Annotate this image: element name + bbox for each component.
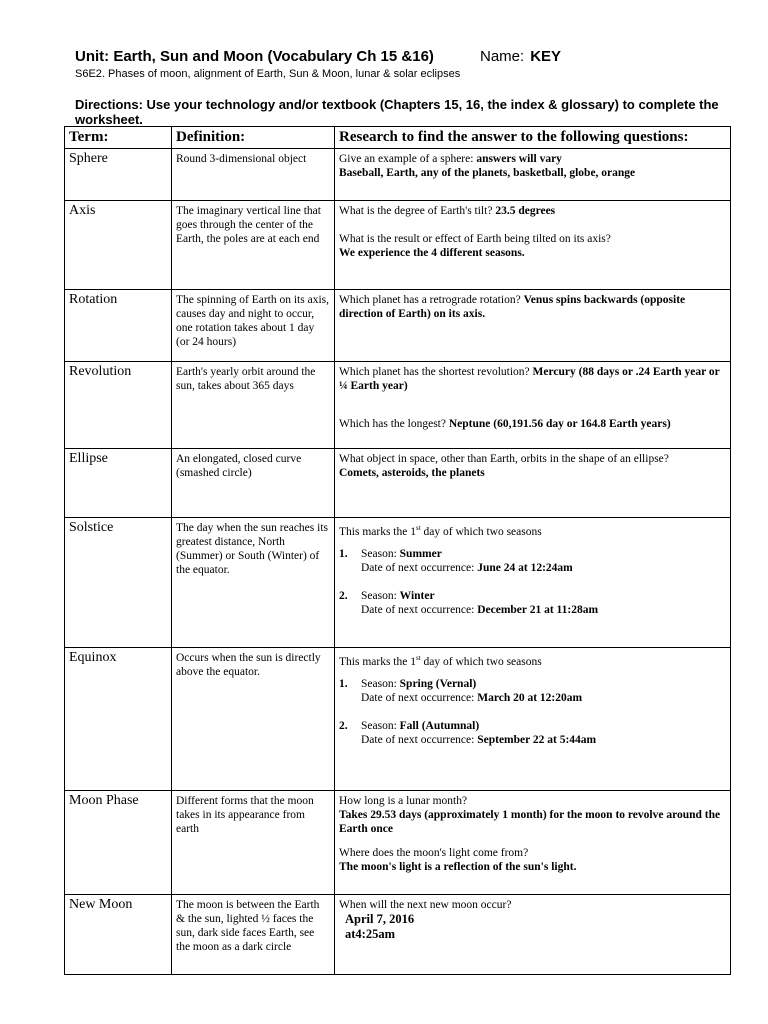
question-text: What is the degree of Earth's tilt?: [339, 205, 496, 217]
question-text: How long is a lunar month?: [339, 795, 468, 807]
header-term: Term:: [65, 127, 172, 149]
term-cell: Revolution: [65, 362, 172, 449]
table-row: [65, 201, 731, 290]
term-cell: Axis: [65, 201, 172, 290]
term-cell: Solstice: [65, 518, 172, 648]
table-row: [65, 149, 731, 201]
definition-cell: The spinning of Earth on its axis, causes day and night to occur, one rotation takes about 1 day (or 24 hours): [172, 290, 335, 362]
answer-cell: [335, 518, 731, 648]
answer-cell: [335, 648, 731, 791]
table-row: [65, 518, 731, 648]
definition-cell: Different forms that the moon takes in its appearance from earth: [172, 791, 335, 895]
unit-title: Unit: Earth, Sun and Moon (Vocabulary Ch 15 &16): [75, 48, 434, 65]
table-row: [65, 449, 731, 518]
list-item-date: Date of next occurrence: September 22 at 5:44am: [361, 733, 597, 746]
question-text: Which has the longest?: [339, 418, 449, 430]
answer-text: The moon's light is a reflection of the sun's light.: [339, 861, 577, 873]
answer-text: Neptune (60,191.56 day or 164.8 Earth years): [448, 418, 671, 430]
term-cell: Rotation: [65, 290, 172, 362]
table-row: [65, 791, 731, 895]
answer-text: Baseball, Earth, any of the planets, basketball, globe, orange: [339, 167, 636, 179]
answer-cell: [335, 791, 731, 895]
table-row: [65, 362, 731, 449]
list-item: 2. Season: Fall (Autumnal): [339, 719, 480, 732]
answer-cell: [335, 362, 731, 449]
answer-text: Venus spins backwards (opposite direction of Earth) on its axis.: [339, 294, 686, 320]
question-text: This marks the 1st day of which two seasons: [339, 524, 542, 538]
answer-text: We experience the 4 different seasons.: [339, 247, 525, 259]
answer-text: at4:25am: [345, 927, 395, 941]
table-row: [65, 290, 731, 362]
definition-cell: The imaginary vertical line that goes through the center of the Earth, the poles are at each end: [172, 201, 335, 290]
answer-text: 23.5 degrees: [495, 205, 556, 217]
answer-text: Takes 29.53 days (approximately 1 month) for the moon to revolve around the Earth once: [339, 809, 721, 835]
name-value: KEY: [530, 48, 562, 65]
name-field: [480, 48, 561, 65]
standard-line: S6E2. Phases of moon, alignment of Earth, Sun & Moon, lunar & solar eclipses: [75, 68, 461, 80]
term-cell: Moon Phase: [65, 791, 172, 895]
question-text: What object in space, other than Earth, orbits in the shape of an ellipse?: [339, 453, 669, 465]
definition-cell: An elongated, closed curve (smashed circle): [172, 449, 335, 518]
term-cell: Sphere: [65, 149, 172, 201]
question-text: Which planet has a retrograde rotation?: [339, 294, 524, 306]
answer-text: April 7, 2016: [345, 912, 415, 926]
answer-cell: [335, 149, 731, 201]
definition-cell: Occurs when the sun is directly above the equator.: [172, 648, 335, 791]
directions: Directions: Use your technology and/or textbook (Chapters 15, 16, the index & glossary) to complete the worksheet.: [75, 97, 719, 127]
list-item: 1. Season: Spring (Vernal): [339, 677, 477, 690]
header-definition: Definition:: [172, 127, 335, 149]
answer-text: Comets, asteroids, the planets: [339, 467, 485, 479]
question-text: When will the next new moon occur?: [339, 899, 512, 911]
term-cell: Ellipse: [65, 449, 172, 518]
name-label: Name:: [480, 48, 525, 65]
answer-text: Mercury (88 days or .24 Earth year or ¼ Earth year): [339, 366, 720, 392]
list-item-date: Date of next occurrence: June 24 at 12:24am: [361, 561, 573, 574]
vocab-table: [64, 126, 731, 975]
list-item: 1. Season: Summer: [339, 547, 442, 560]
list-item-date: Date of next occurrence: March 20 at 12:20am: [361, 691, 583, 704]
list-item-date: Date of next occurrence: December 21 at 11:28am: [361, 603, 599, 616]
header-research: Research to find the answer to the following questions:: [335, 127, 731, 149]
table-row: [65, 895, 731, 975]
term-cell: New Moon: [65, 895, 172, 975]
question-text: Give an example of a sphere:: [339, 153, 477, 165]
question-text: What is the result or effect of Earth being tilted on its axis?: [339, 233, 611, 245]
answer-note: answers will vary: [476, 153, 562, 165]
answer-cell: [335, 290, 731, 362]
table-header-row: [65, 127, 731, 149]
question-text: Which planet has the shortest revolution?: [339, 366, 533, 378]
definition-cell: Round 3-dimensional object: [172, 149, 335, 201]
table-row: [65, 648, 731, 791]
question-text: This marks the 1st day of which two seasons: [339, 654, 542, 668]
answer-cell: [335, 449, 731, 518]
question-text: Where does the moon's light come from?: [339, 847, 529, 859]
term-cell: Equinox: [65, 648, 172, 791]
list-item: 2. Season: Winter: [339, 589, 435, 602]
answer-cell: [335, 895, 731, 975]
definition-cell: The moon is between the Earth & the sun, lighted ½ faces the sun, dark side faces Earth, see the moon as a dark circle: [172, 895, 335, 975]
definition-cell: Earth's yearly orbit around the sun, takes about 365 days: [172, 362, 335, 449]
definition-cell: The day when the sun reaches its greatest distance, North (Summer) or South (Winter) of the equator.: [172, 518, 335, 648]
answer-cell: [335, 201, 731, 290]
